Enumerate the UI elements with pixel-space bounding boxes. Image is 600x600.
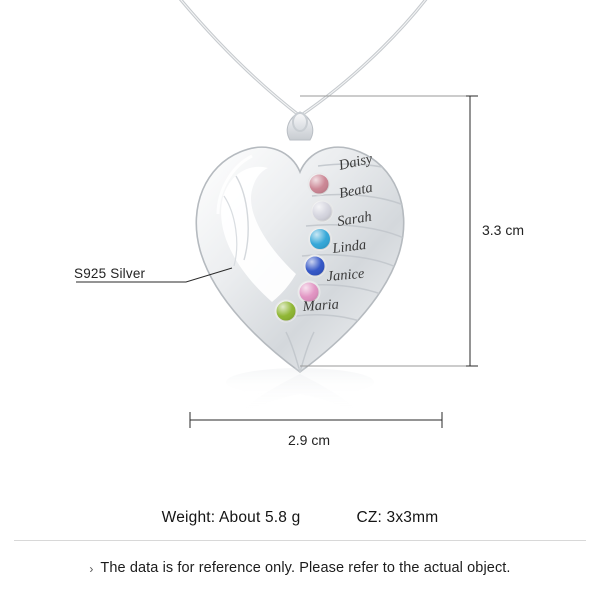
birthstone-beata <box>312 201 333 222</box>
chevron-right-icon: › <box>89 562 94 576</box>
birthstone-linda <box>305 256 326 277</box>
section-divider <box>14 540 586 541</box>
weight-spec: Weight: About 5.8 g <box>161 508 301 526</box>
birthstone-maria <box>276 301 297 322</box>
pendant-bail <box>287 112 313 140</box>
heart-pendant <box>196 147 410 372</box>
engraved-name-beata: Beata <box>337 179 374 202</box>
engraved-name-sarah: Sarah <box>336 208 373 230</box>
footnote-text: The data is for reference only. Please refer to the actual object. <box>100 560 511 576</box>
stone-spec: CZ: 3x3mm <box>356 508 439 526</box>
height-dimension-label: 3.3 cm <box>482 222 525 238</box>
necklace-chain <box>176 0 430 116</box>
spec-row <box>0 495 600 540</box>
birthstone-sarah <box>309 228 331 250</box>
material-label: S925 Silver <box>74 266 146 281</box>
engraved-name-janice: Janice <box>325 265 366 285</box>
width-dimension <box>190 412 442 428</box>
surface-reflection <box>226 368 374 414</box>
engraved-name-daisy: Daisy <box>337 150 374 174</box>
engraved-name-maria: Maria <box>302 296 340 315</box>
width-dimension-label: 2.9 cm <box>288 432 331 448</box>
birthstone-daisy <box>309 174 330 195</box>
footnote <box>0 548 600 588</box>
engraved-name-linda: Linda <box>331 236 368 257</box>
